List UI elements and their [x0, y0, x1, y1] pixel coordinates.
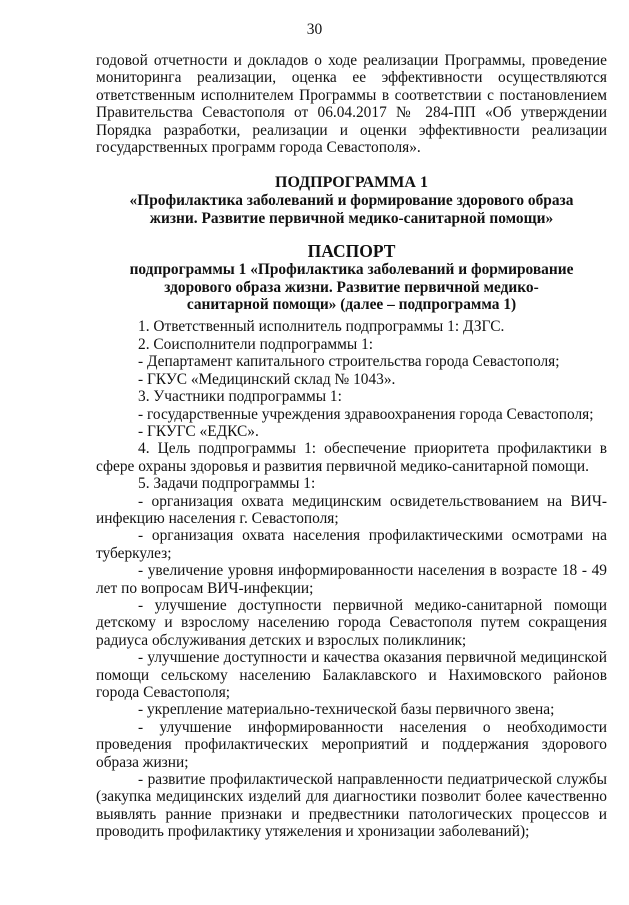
list-item: - организация охвата населения профилактическими осмотрами на туберкулез; [96, 527, 607, 562]
list-item: - ГКУГС «ЕДКС». [138, 422, 259, 440]
list-item: - улучшение информированности населения о необходимости проведения профилактических мероприятий и поддержания здорового образа жизни; [96, 718, 607, 771]
intro-paragraph: годовой отчетности и докладов о ходе реализации Программы, проведение мониторинга реализации, оценка ее эффективности осуществляются ответственным исполнителем Программы в соответствии с постановлением Правительства Севастополя от 06.04.2017 № 284-ПП «Об утверждении Порядка разработки, реализации и оценки эффективности реализации государственных программ города Севастополя». [96, 52, 607, 157]
list-item: 4. Цель подпрограммы 1: обеспечение приоритета профилактики в сфере охраны здоровья и развития первичной медико-санитарной помощи. [96, 440, 607, 475]
list-item: - улучшение доступности и качества оказания первичной медицинской помощи сельскому населению Балаклавского и Нахимовского районов города Севастополя; [96, 649, 607, 701]
list-item: - государственные учреждения здравоохранения города Севастополя; [138, 405, 594, 423]
subprogram-heading: ПОДПРОГРАММА 1 [275, 174, 428, 192]
list-item: - Департамент капитального строительства города Севастополя; [138, 353, 560, 371]
list-item: - укрепление материально-технической базы первичного звена; [138, 701, 555, 719]
list-item: 2. Соисполнители подпрограммы 1: [138, 335, 374, 353]
page-number: 30 [306, 21, 323, 38]
list-item: - ГКУС «Медицинский склад № 1043». [138, 370, 396, 388]
list-item: 3. Участники подпрограммы 1: [138, 388, 342, 406]
passport-heading: ПАСПОРТ [307, 241, 396, 262]
list-item: 5. Задачи подпрограммы 1: [138, 475, 316, 493]
list-item: - улучшение доступности первичной медико-санитарной помощи детскому и взрослому населению города Севастополя путем сокращения радиуса обслуживания детских и взрослых поликлиник; [96, 596, 607, 649]
list-item: - увеличение уровня информированности населения в возрасте 18 - 49 лет по вопросам ВИЧ-инфекции; [96, 562, 607, 597]
list-item: - организация охвата медицинским освидетельствованием на ВИЧ-инфекцию населения г. Севастополя; [96, 492, 607, 527]
list-item: 1. Ответственный исполнитель подпрограммы 1: ДЗГС. [138, 318, 505, 336]
passport-name: подпрограммы 1 «Профилактика заболеваний и формирование здорового образа жизни. Развитие первичной медико-санитарной помощи» (далее – подпрограмма 1) [129, 261, 574, 314]
page-content [96, 52, 607, 841]
subprogram-name: «Профилактика заболеваний и формирование здорового образа жизни. Развитие первичной медико-санитарной помощи» [129, 192, 574, 227]
list-item: - развитие профилактической направленности педиатрической службы (закупка медицинских изделий для диагностики позволит более качественно выявлять ранние признаки и предвестники патологических процессов и проводить профилактику утяжеления и хронизации заболеваний); [96, 771, 607, 841]
